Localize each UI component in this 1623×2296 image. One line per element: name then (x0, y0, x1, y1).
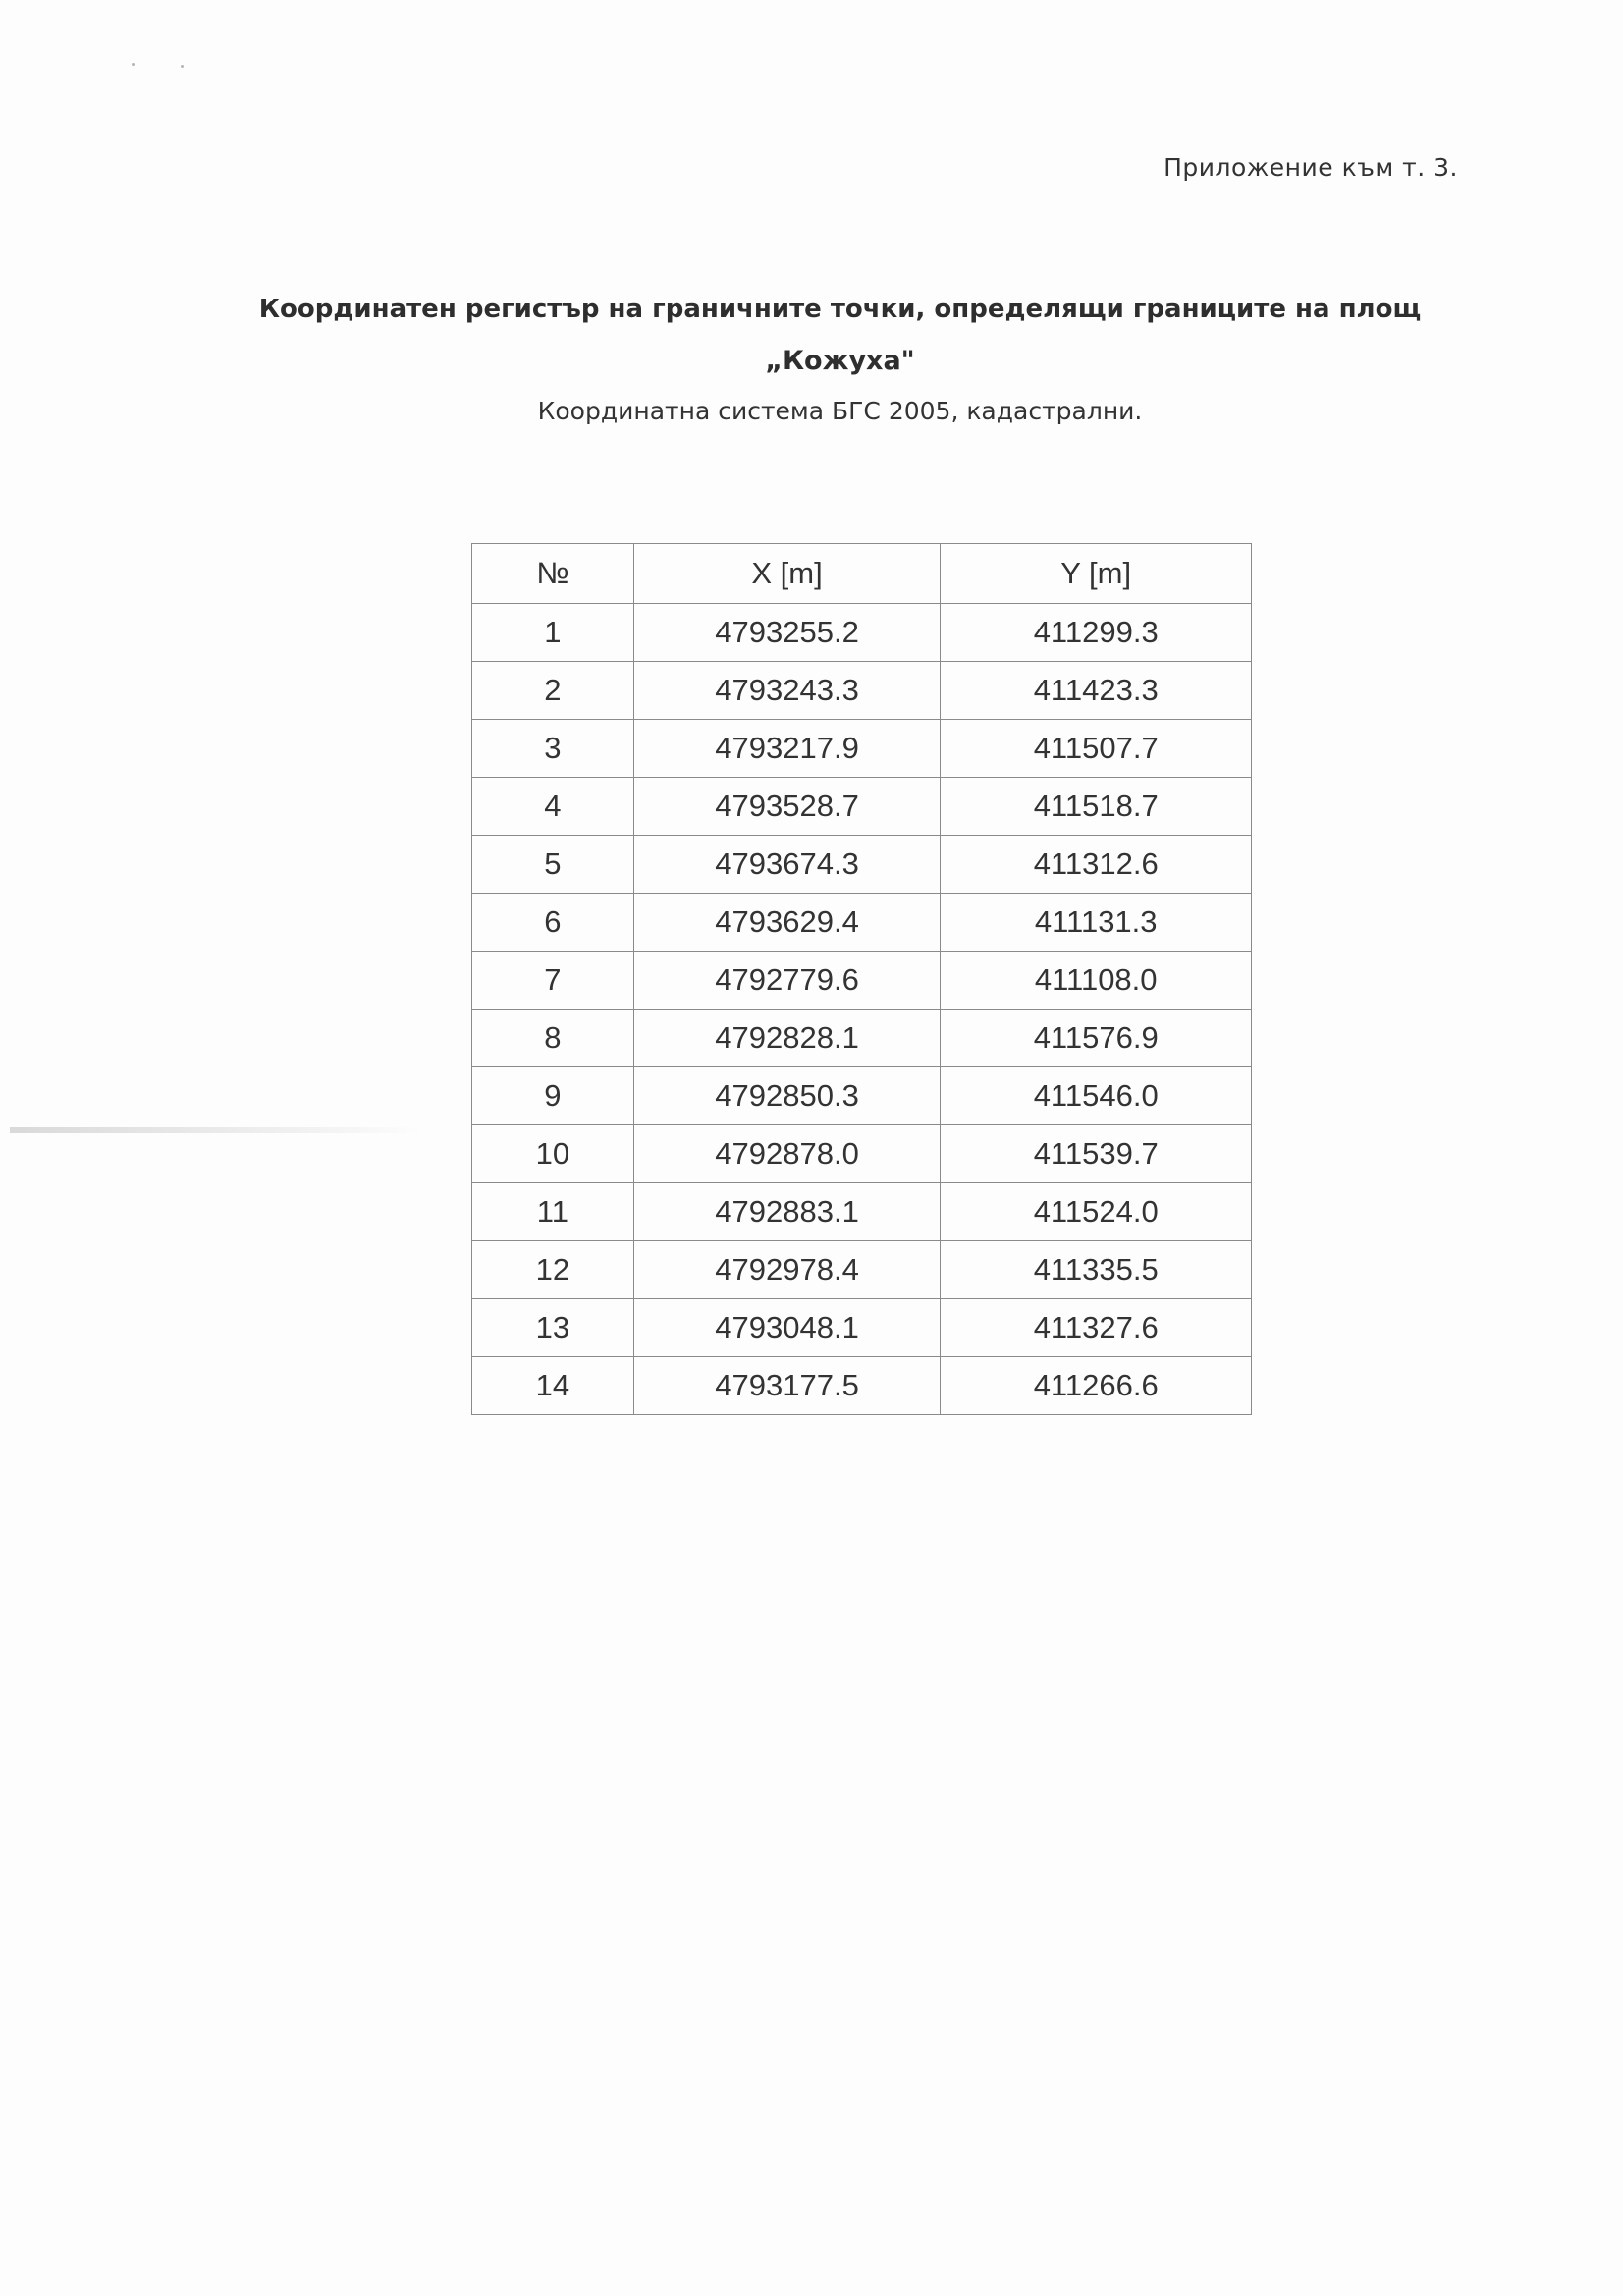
cell-y-coordinate: 411576.9 (941, 1010, 1252, 1067)
cell-y-coordinate: 411131.3 (941, 894, 1252, 952)
column-header-y: Y [m] (941, 544, 1252, 604)
table-row (472, 604, 1252, 662)
cell-y-coordinate: 411539.7 (941, 1125, 1252, 1183)
table-row (472, 1010, 1252, 1067)
cell-x-coordinate: 4793255.2 (633, 604, 941, 662)
cell-point-number: 10 (472, 1125, 634, 1183)
cell-point-number: 12 (472, 1241, 634, 1299)
cell-point-number: 7 (472, 952, 634, 1010)
cell-y-coordinate: 411312.6 (941, 836, 1252, 894)
table-row (472, 662, 1252, 720)
table-body (472, 604, 1252, 1415)
scan-speck (132, 63, 135, 66)
area-name: „Кожуха" (765, 346, 915, 376)
table-row (472, 778, 1252, 836)
cell-x-coordinate: 4792828.1 (633, 1010, 941, 1067)
scan-speck (181, 65, 184, 68)
column-header-x: X [m] (633, 544, 941, 604)
cell-x-coordinate: 4793528.7 (633, 778, 941, 836)
cell-point-number: 4 (472, 778, 634, 836)
cell-point-number: 8 (472, 1010, 634, 1067)
cell-y-coordinate: 411524.0 (941, 1183, 1252, 1241)
table-row (472, 1125, 1252, 1183)
cell-y-coordinate: 411507.7 (941, 720, 1252, 778)
table-row (472, 894, 1252, 952)
cell-x-coordinate: 4793177.5 (633, 1357, 941, 1415)
cell-x-coordinate: 4793048.1 (633, 1299, 941, 1357)
table-row (472, 1183, 1252, 1241)
coordinate-register-table (471, 543, 1252, 1415)
cell-y-coordinate: 411108.0 (941, 952, 1252, 1010)
cell-point-number: 11 (472, 1183, 634, 1241)
cell-point-number: 2 (472, 662, 634, 720)
cell-x-coordinate: 4792779.6 (633, 952, 941, 1010)
cell-x-coordinate: 4792850.3 (633, 1067, 941, 1125)
cell-y-coordinate: 411299.3 (941, 604, 1252, 662)
cell-y-coordinate: 411546.0 (941, 1067, 1252, 1125)
cell-point-number: 3 (472, 720, 634, 778)
cell-point-number: 1 (472, 604, 634, 662)
cell-point-number: 6 (472, 894, 634, 952)
cell-x-coordinate: 4793243.3 (633, 662, 941, 720)
cell-point-number: 9 (472, 1067, 634, 1125)
cell-x-coordinate: 4792878.0 (633, 1125, 941, 1183)
table-row (472, 952, 1252, 1010)
cell-point-number: 13 (472, 1299, 634, 1357)
table-row (472, 836, 1252, 894)
scan-streak (10, 1127, 422, 1133)
cell-y-coordinate: 411266.6 (941, 1357, 1252, 1415)
table-row (472, 1241, 1252, 1299)
annex-reference: Приложение към т. 3. (1163, 153, 1458, 182)
table-row (472, 1067, 1252, 1125)
table-header-row (472, 544, 1252, 604)
cell-y-coordinate: 411423.3 (941, 662, 1252, 720)
column-header-number: № (472, 544, 634, 604)
cell-x-coordinate: 4793629.4 (633, 894, 941, 952)
cell-x-coordinate: 4793674.3 (633, 836, 941, 894)
table-row (472, 1357, 1252, 1415)
table-row (472, 720, 1252, 778)
cell-x-coordinate: 4792978.4 (633, 1241, 941, 1299)
coordinate-system-note: Координатна система БГС 2005, кадастрални. (537, 397, 1143, 425)
cell-x-coordinate: 4792883.1 (633, 1183, 941, 1241)
document-title: Координатен регистър на граничните точки, определящи границите на площ (258, 295, 1422, 324)
cell-x-coordinate: 4793217.9 (633, 720, 941, 778)
cell-y-coordinate: 411327.6 (941, 1299, 1252, 1357)
cell-y-coordinate: 411518.7 (941, 778, 1252, 836)
cell-point-number: 5 (472, 836, 634, 894)
table-row (472, 1299, 1252, 1357)
cell-y-coordinate: 411335.5 (941, 1241, 1252, 1299)
cell-point-number: 14 (472, 1357, 634, 1415)
